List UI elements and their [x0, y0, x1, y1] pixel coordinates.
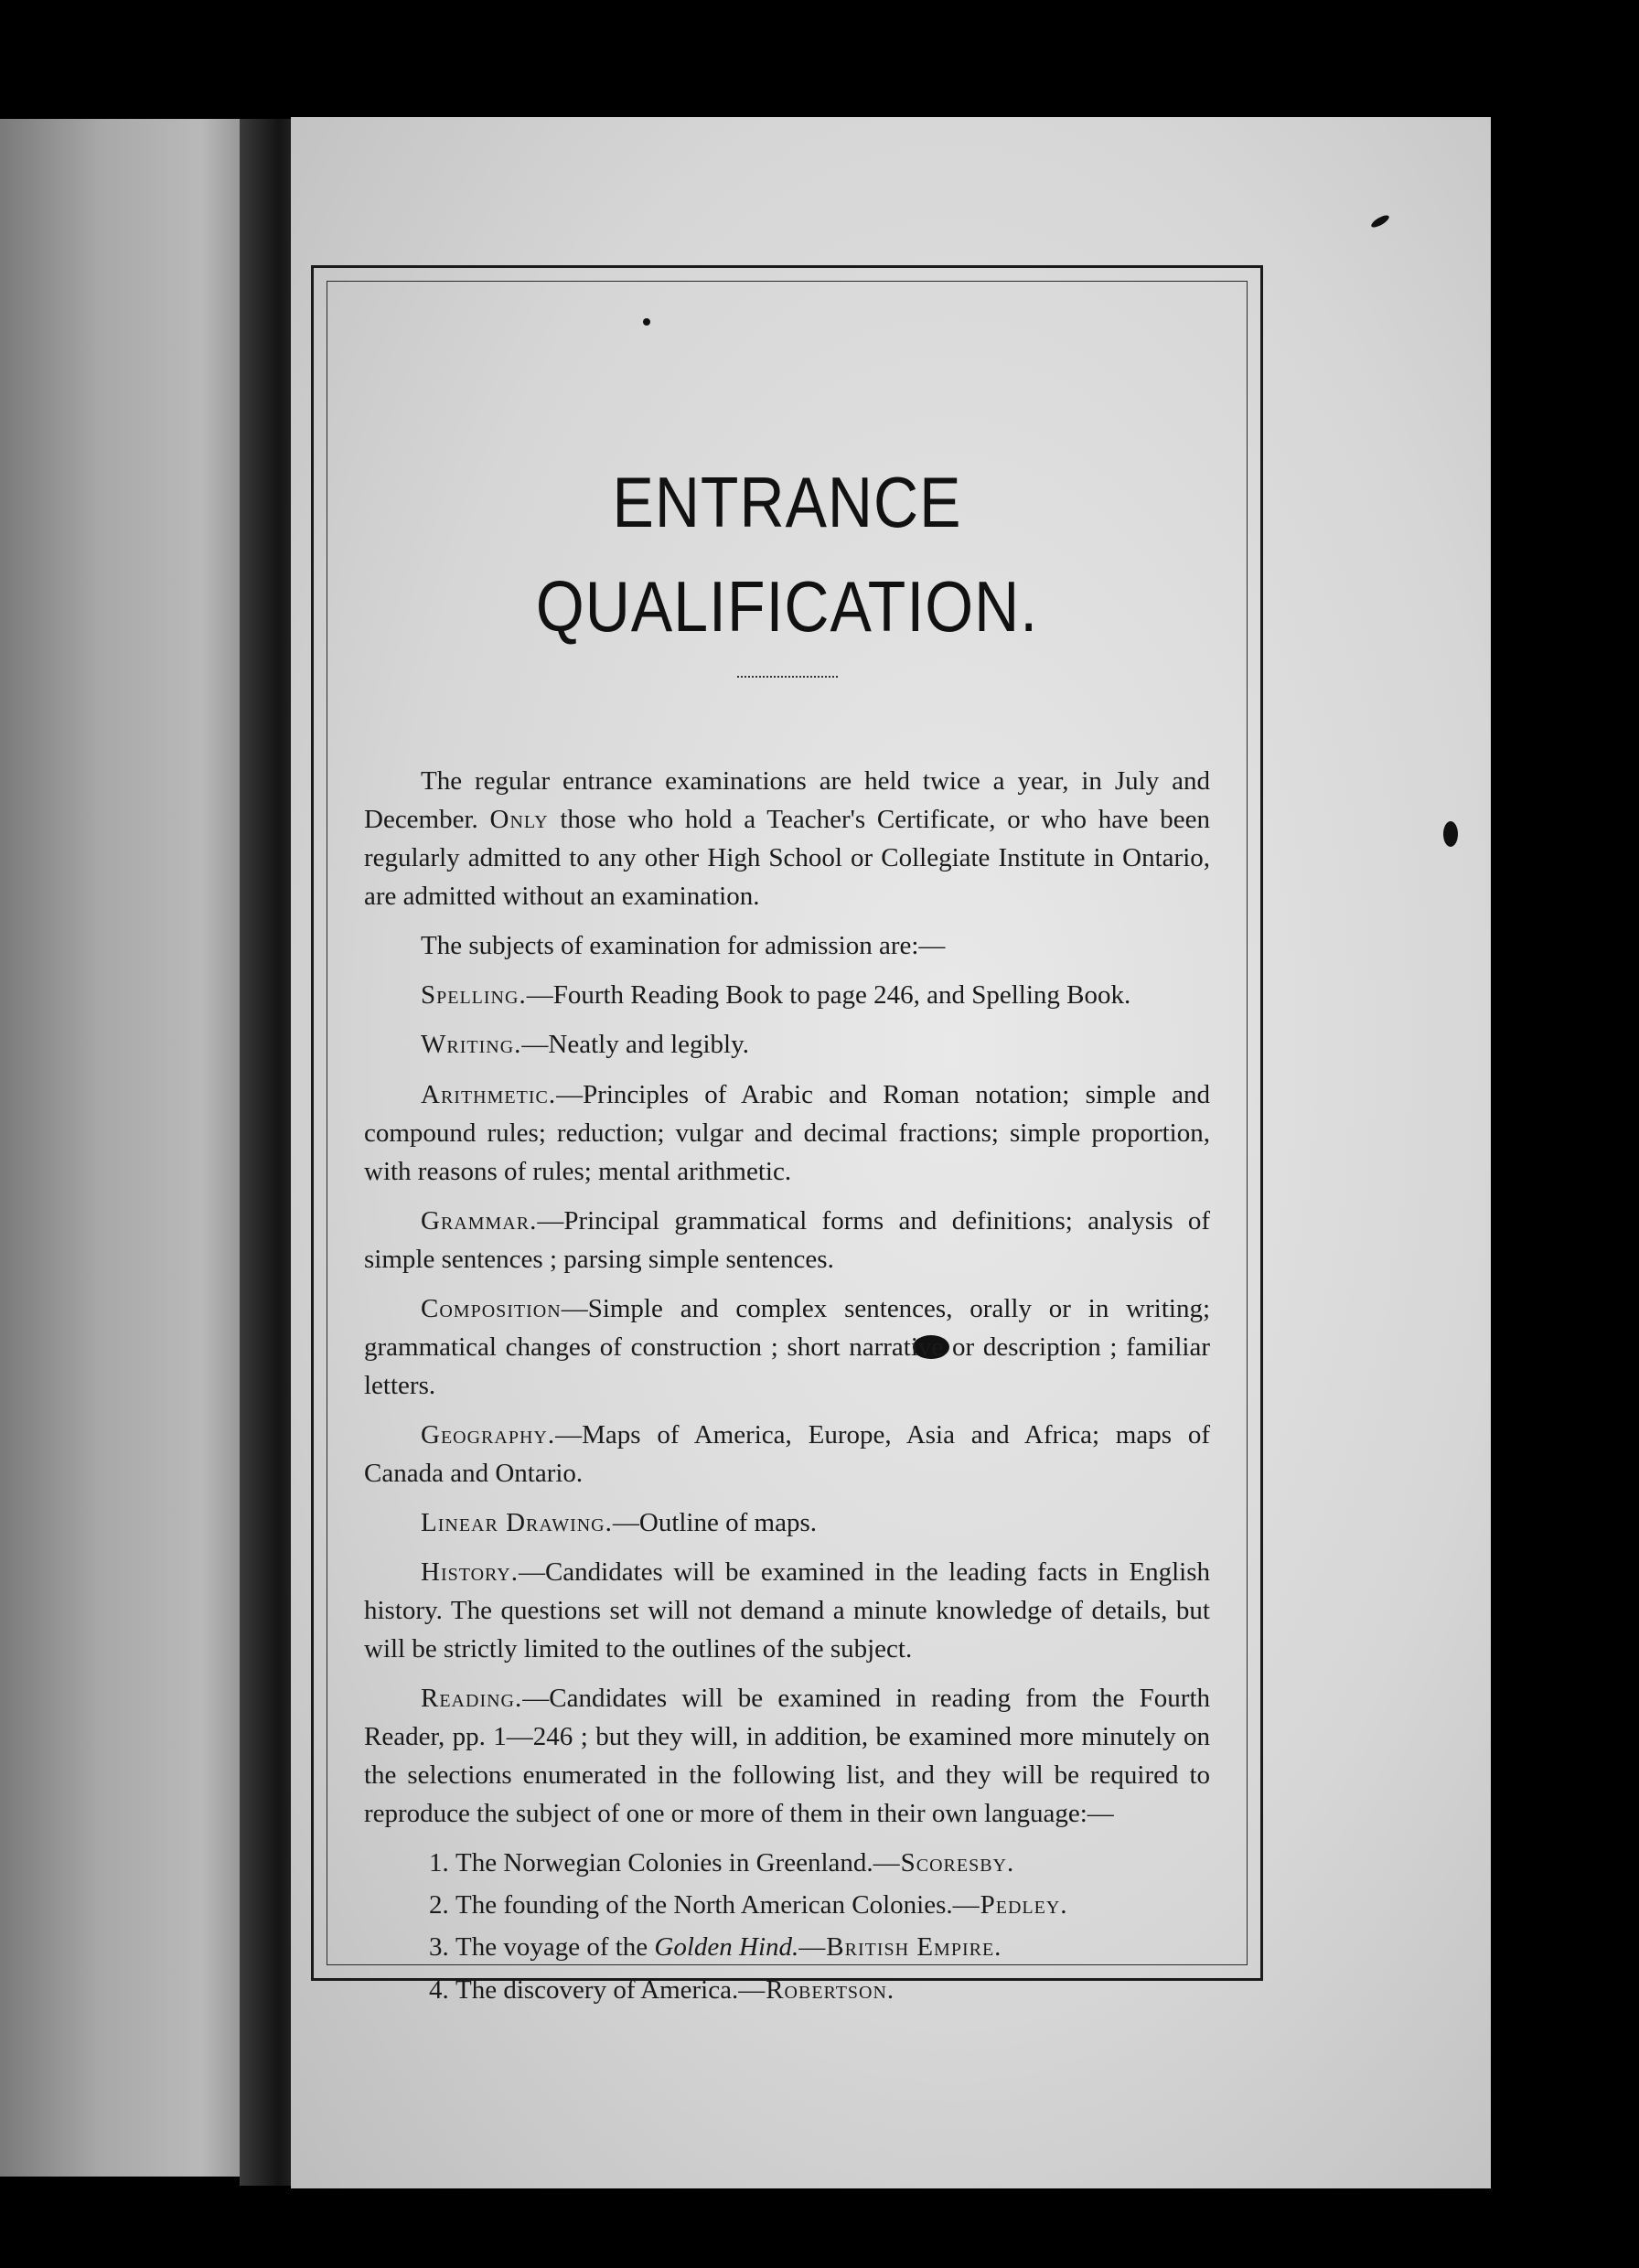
- title-rule: [737, 676, 838, 678]
- list-item: [455, 1928, 1210, 1966]
- ink-spot: [1443, 821, 1458, 847]
- page-content: [364, 462, 1210, 2005]
- subject-name: Grammar.: [421, 1205, 538, 1236]
- subject-name: Arithmetic.: [421, 1079, 557, 1109]
- subject-spelling: [364, 976, 1210, 1014]
- left-page-edge: [0, 119, 252, 2177]
- intro-text: The regular entrance examinations are held twice a year, in July and December.: [364, 766, 1210, 835]
- subject-name: Spelling.: [421, 980, 527, 1011]
- subject-text: —Candidates will be examined in the leading facts in English history. The questions set will not demand a minute knowledge of details, but will be strictly limited to the outlines of the subject.: [364, 1557, 1210, 1664]
- subject-history: [364, 1553, 1210, 1668]
- text-frame: [311, 265, 1263, 2005]
- selection-title-italic: Golden Hind.: [654, 1932, 799, 1963]
- page-title: ENTRANCE QUALIFICATION.: [535, 462, 1039, 647]
- ink-spot: [1369, 213, 1390, 230]
- subject-writing: [364, 1025, 1210, 1064]
- subject-composition: [364, 1289, 1210, 1405]
- subject-name: History.: [421, 1557, 519, 1588]
- text-frame-inner: [327, 281, 1248, 2005]
- selection-title: The Norwegian Colonies in Greenland.: [455, 1848, 873, 1878]
- subject-text: —Principal grammatical forms and definitions; analysis of simple sentences ; parsing simple sentences.: [364, 1205, 1210, 1274]
- selection-title: The founding of the North American Colonies.: [455, 1890, 953, 1920]
- subject-text: —Simple and complex sentences, orally or in writing; grammatical changes of construction ; short narrative or description ; familiar letters.: [364, 1293, 1210, 1400]
- intro-only: Only: [489, 805, 549, 835]
- subjects-lead: The subjects of examination for admission are:—: [421, 931, 946, 961]
- list-item: [455, 1844, 1210, 1882]
- selection-author: —British Empire.: [798, 1932, 1002, 1963]
- list-item: [455, 1886, 1210, 1924]
- selection-author: —Pedley.: [952, 1890, 1068, 1920]
- subject-geography: [364, 1416, 1210, 1492]
- subject-reading: [364, 1679, 1210, 1833]
- intro-rest: those who hold a Teacher's Certificate, or who have been regularly admitted to any other High School or Collegiate Institute in Ontario, are admitted without an examination.: [364, 805, 1210, 912]
- subject-text: —Fourth Reading Book to page 246, and Spelling Book.: [526, 980, 1131, 1011]
- subject-name: Reading.: [421, 1684, 523, 1714]
- selection-author: —Robertson.: [738, 1974, 895, 2005]
- subject-name: Geography.: [421, 1419, 556, 1450]
- subject-text: —Candidates will be examined in reading from the Fourth Reader, pp. 1—246 ; but they will, in addition, be examined more minutely on the selections enumerated in the following list, and they will be required to reproduce the subject of one or more of them in their own language:—: [364, 1684, 1210, 1829]
- list-item: [455, 1971, 1210, 2009]
- selection-author: —Scoresby.: [873, 1848, 1015, 1878]
- subject-linear-drawing: [364, 1503, 1210, 1542]
- subject-text: —Outline of maps.: [612, 1507, 817, 1537]
- subject-name: Composition: [421, 1293, 562, 1323]
- subject-text: —Principles of Arabic and Roman notation; simple and compound rules; reduction; vulgar and decimal fractions; simple proportion, with reasons of rules; mental arithmetic.: [364, 1079, 1210, 1186]
- selection-title: The voyage of the: [455, 1932, 655, 1963]
- subject-grammar: [364, 1202, 1210, 1278]
- selection-title: The discovery of America.: [455, 1974, 739, 2005]
- subject-name: Writing.: [421, 1030, 522, 1060]
- reading-selections-list: [421, 1844, 1210, 2008]
- subject-text: —Neatly and legibly.: [521, 1030, 749, 1060]
- subject-text: —Maps of America, Europe, Asia and Africa; maps of Canada and Ontario.: [364, 1419, 1210, 1488]
- subject-name: Linear Drawing.: [421, 1507, 613, 1537]
- subject-arithmetic: [364, 1075, 1210, 1191]
- intro-paragraph: [364, 762, 1210, 915]
